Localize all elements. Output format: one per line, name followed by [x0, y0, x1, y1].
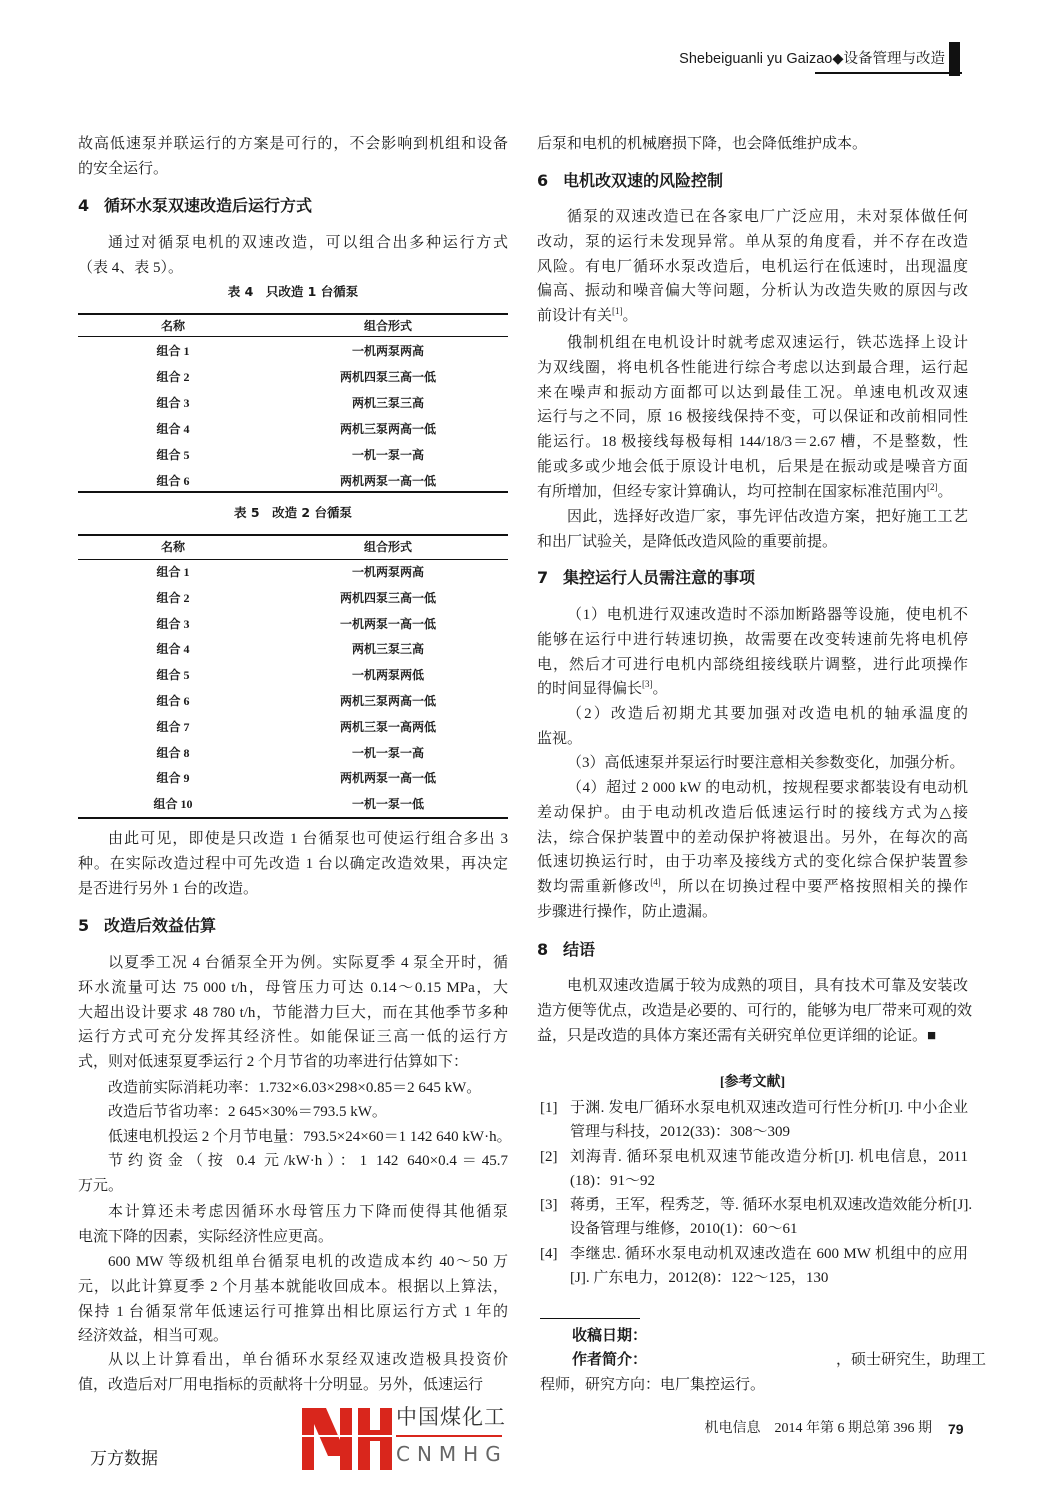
table-cell: 组合 6	[156, 473, 190, 488]
paragraph-line: 本计算还未考虑因循环水母管压力下降而使得其他循泵	[108, 1204, 508, 1220]
table-rule	[78, 313, 508, 315]
author-intro-text: ，硕士研究生，助理工	[836, 1352, 987, 1368]
line-text: 数均需重新修改	[537, 879, 651, 896]
paragraph-line: 以夏季工况 4 台循泵全开为例。实际夏季 4 泵全开时，循	[108, 955, 508, 971]
table-cell: 组合 1	[156, 565, 190, 579]
paragraph-line: （3）高低速泵并泵运行时要注意相关参数变化，加强分析。	[567, 755, 965, 771]
paragraph-line: （1）电机进行双速改造时不添加断路器等设施，使电机不	[567, 607, 968, 623]
page-number: 79	[948, 1421, 964, 1437]
section-heading	[78, 196, 508, 216]
section-number: 6	[537, 171, 549, 190]
table-cell: 组合 4	[156, 642, 190, 657]
paragraph-line	[537, 306, 638, 326]
paragraph-line: 能够在运行中进行转速切换，故需要在改变转速前先将电机停	[537, 631, 968, 648]
table-cell: 组合 9	[156, 771, 190, 786]
paragraph-line: 改造后节省功率：2 645×30%＝793.5 kW。	[108, 1104, 387, 1120]
paragraph-line: 俄制机组在电机设计时就考虑双速运行，铁芯选择上设计	[567, 335, 968, 351]
paragraph-line: 和出厂试验关，是降低改造风险的重要前提。	[537, 533, 838, 550]
paragraph-line: 值，改造后对厂用电指标的贡献将十分明显。另外，低速运行	[78, 1376, 484, 1393]
line-text: 。	[937, 483, 953, 500]
section-title: 结语	[563, 940, 596, 959]
reference-line: 刘海青. 循环泵电机双速节能改造分析[J]. 机电信息，2011	[570, 1148, 968, 1165]
paragraph-line: 大超出设计要求 48 780 t/h，节能潜力巨大，而在其他季节多种	[78, 1004, 508, 1021]
header-underline	[815, 72, 962, 74]
table-cell: 组合 8	[156, 745, 190, 760]
table-cell: 两机三泵一高两低	[339, 719, 436, 734]
paragraph-line: 改造前实际消耗功率：1.732×6.03×298×0.85＝2 645 kW。	[108, 1080, 482, 1096]
table-cell: 两机三泵两高一低	[339, 421, 436, 436]
reference-label: [3]	[540, 1197, 558, 1214]
table-caption: 表 5 改造 2 台循泵	[234, 505, 352, 520]
logo-divider	[396, 1435, 502, 1437]
paragraph-line: 运行方式可充分发挥其经济性。如能保证三高一低的运行方	[78, 1029, 508, 1046]
paragraph-line: （表 4、表 5）。	[78, 259, 184, 276]
table-header-cell: 组合形式	[363, 319, 412, 333]
table-cell: 两机三泵三高	[351, 642, 424, 657]
table-cell: 一机两泵一高一低	[339, 616, 436, 631]
table-cell: 一机一泵一低	[351, 797, 424, 812]
paragraph-line: 的安全运行。	[78, 160, 169, 177]
paragraph-line: 元，以此计算夏季 2 个月基本就能收回成本。根据以上算法，	[78, 1278, 508, 1295]
table-cell: 组合 10	[153, 797, 193, 812]
paragraph-line: 差动保护。由于电动机改造后低速运行时的接线方式为△接	[537, 804, 968, 821]
table-caption: 表 4 只改造 1 台循泵	[227, 284, 359, 299]
section-heading	[537, 568, 968, 588]
paragraph-line: （4）超过 2 000 kW 的电动机，按规程要求都装设有电动机	[567, 780, 968, 796]
author-intro-label: 作者简介：	[572, 1352, 648, 1368]
author-intro-line2: 程师，研究方向：电厂集控运行。	[540, 1377, 766, 1393]
table-rule	[78, 336, 508, 337]
table-cell: 一机两泵两低	[351, 668, 424, 683]
table-cell: 组合 3	[156, 616, 190, 631]
footer-journal-info: 机电信息 2014 年第 6 期总第 396 期	[704, 1421, 932, 1436]
reference-line: 李继忠. 循环水泵电动机双速改造在 600 MW 机组中的应用	[570, 1245, 968, 1262]
citation-ref: [2]	[927, 481, 938, 492]
line-text: ，所以在切换过程中要严格按照相关的操作	[660, 879, 968, 896]
paragraph-line: 低速切换运行时，由于功率及接线方式的变化综合保护装置参	[537, 854, 968, 871]
table-header-cell: 名称	[160, 540, 185, 554]
section-heading	[537, 171, 968, 191]
table-rule	[78, 559, 508, 560]
mh-logo-icon	[300, 1404, 392, 1472]
reference-line: [J]. 广东电力，2012(8)：122～125，130	[570, 1269, 829, 1286]
section-title: 循环水泵双速改造后运行方式	[104, 196, 313, 215]
paragraph-line: 通过对循泵电机的双速改造，可以组合出多种运行方式	[108, 235, 508, 251]
paragraph-line	[537, 877, 968, 897]
paragraph-line: 能或多或少地会低于原设计电机，后果是在振动或是噪音方面	[537, 459, 968, 475]
paragraph-line: 因此，选择好改造厂家，事先评估改造方案，把好施工工艺	[567, 509, 968, 525]
paragraph-line: 保持 1 台循泵常年低速运行可推算出相比原运行方式 1 年的	[78, 1303, 508, 1320]
paragraph-line: 600 MW 等级机组单台循泵电机的改造成本约 40～50 万	[108, 1254, 508, 1270]
paragraph-line: 电机双速改造属于较为成熟的项目，具有技术可靠及安装改	[567, 978, 968, 994]
paragraph-line: 偏高、振动和噪音偏大等问题，分析认为改造失败的原因与改	[537, 283, 968, 300]
reference-label: [1]	[540, 1100, 558, 1116]
line-text: 前设计有关	[537, 308, 613, 325]
table-cell: 一机一泵一高	[351, 447, 424, 462]
line-text: 。	[652, 681, 668, 698]
paragraph-line: 造方便等优点，改造是必要的、可行的，能够为电厂带来可观的效	[537, 1002, 973, 1019]
paragraph-line: 故高低速泵并联运行的方案是可行的，不会影响到机组和设备	[78, 136, 508, 152]
received-date-label: 收稿日期：	[572, 1328, 648, 1344]
header-black-bar	[949, 42, 960, 76]
table-cell: 两机三泵两高一低	[339, 694, 436, 708]
paragraph-line: 低速电机投运 2 个月节电量：793.5×24×60＝1 142 640 kW·h。	[108, 1129, 512, 1145]
section-number: 4	[78, 196, 90, 215]
table-cell: 组合 2	[156, 590, 190, 605]
line-text: 的时间显得偏长	[537, 681, 643, 698]
paragraph-line: 节约资金（按 0.4 元/kW·h）：1 142 640×0.4＝45.7	[108, 1153, 508, 1169]
section-number: 7	[537, 568, 549, 587]
reference-line: 蒋勇，王军，程秀芝，等. 循环水泵电机双速改造效能分析[J].	[570, 1197, 973, 1214]
reference-line: 管理与科技，2012(33)：308～309	[570, 1124, 790, 1140]
section-heading	[537, 940, 968, 960]
paragraph-line: 为双线圈，将电机各性能进行综合考虑以达到最合理，运行起	[537, 359, 968, 376]
table-rule	[78, 817, 508, 819]
paragraph-line	[537, 679, 668, 699]
table-header-cell: 组合形式	[363, 540, 412, 554]
references-title: [参考文献]	[719, 1075, 786, 1090]
table-cell: 两机两泵一高一低	[339, 771, 436, 786]
paragraph-line: 循泵的双速改造已在各家电厂广泛应用，未对泵体做任何	[567, 209, 968, 225]
table-cell: 两机四泵三高一低	[339, 369, 436, 384]
logo-cn-text: 中国煤化工	[396, 1405, 506, 1429]
reference-label: [2]	[540, 1148, 558, 1165]
paragraph-line: 能运行。18 极接线每极每相 144/18/3＝2.67 槽，不是整数，性	[537, 434, 968, 451]
paragraph-line: 经济效益，相当可观。	[78, 1328, 229, 1345]
table-cell: 两机两泵一高一低	[339, 473, 436, 488]
reference-line: 于渊. 发电厂循环水泵电机双速改造可行性分析[J]. 中小企业	[570, 1100, 968, 1116]
table-cell: 组合 4	[156, 421, 190, 436]
paragraph-line: （2）改造后初期尤其要加强对改造电机的轴承温度的	[567, 706, 968, 722]
wanfang-watermark: 万方数据	[90, 1449, 158, 1468]
logo-en-text: CNMHG	[396, 1442, 508, 1466]
table-cell: 一机两泵两高	[351, 344, 424, 358]
table-cell: 组合 5	[156, 668, 190, 683]
table-cell: 两机四泵三高一低	[339, 590, 436, 605]
table-header-cell: 名称	[160, 319, 185, 333]
footnote-divider	[540, 1318, 640, 1319]
table-cell: 一机一泵一高	[351, 745, 424, 760]
line-text: 有所增加，但经专家计算确认，均可控制在国家标准范围内	[537, 483, 928, 500]
line-text: 。	[622, 308, 638, 325]
table-cell: 组合 7	[156, 719, 190, 734]
table-cell: 组合 5	[156, 447, 190, 462]
paragraph-line: 式，则对低速泵夏季运行 2 个月节省的功率进行估算如下：	[78, 1054, 469, 1071]
section-title: 电机改双速的风险控制	[563, 171, 724, 190]
table-cell: 组合 6	[156, 694, 190, 708]
paragraph-line: 电，然后才可进行电机内部绕组接线联片调整，进行此项操作	[537, 656, 968, 673]
citation-ref: [4]	[650, 877, 661, 888]
paragraph-line: 由此可见，即使是只改造 1 台循泵也可使运行组合多出 3	[108, 831, 508, 847]
section-number: 8	[537, 940, 549, 959]
paragraph-line: 益，只是改造的具体方案还需有关研究单位更详细的论证。■	[537, 1027, 937, 1044]
paragraph-line: 种。在实际改造过程中可先改造 1 台以确定改造效果，再决定	[78, 855, 508, 872]
table-cell: 两机三泵三高	[351, 395, 424, 410]
section-heading	[78, 916, 508, 936]
table-cell: 组合 3	[156, 395, 190, 410]
citation-ref: [1]	[612, 306, 623, 317]
paragraph-line: 运行与之不同，原 16 极接线保持不变，可以保证和改前相同性	[537, 409, 968, 426]
paragraph-line: 是否进行另外 1 台的改造。	[78, 880, 259, 897]
section-number: 5	[78, 916, 90, 935]
paragraph-line	[537, 482, 953, 502]
section-title: 改造后效益估算	[104, 916, 217, 935]
paragraph-line: 监视。	[537, 730, 583, 747]
paragraph-line: 步骤进行操作，防止遗漏。	[537, 904, 718, 920]
table-rule	[78, 534, 508, 536]
paragraph-line: 后泵和电机的机械磨损下降，也会降低维护成本。	[537, 136, 868, 152]
table-cell: 组合 1	[156, 344, 190, 358]
cnmhg-logo	[300, 1404, 510, 1472]
paragraph-line: 来在噪声和振动方面都可以达到最佳工况。单速电机改双速	[537, 384, 968, 401]
table-rule	[78, 491, 508, 493]
running-header: Shebeiguanli yu Gaizao◆设备管理与改造	[679, 51, 945, 67]
paragraph-line: 风险。有电厂循环水泵改造后，电机运行在低速时，出现温度	[537, 258, 968, 275]
table-cell: 组合 2	[156, 369, 190, 384]
paragraph-line: 改动，泵的运行未发现异常。单从泵的角度看，并不存在改造	[537, 233, 968, 250]
paragraph-line: 万元。	[78, 1177, 124, 1194]
reference-label: [4]	[540, 1245, 558, 1262]
citation-ref: [3]	[642, 679, 653, 690]
table-cell: 一机两泵两高	[351, 565, 424, 579]
paragraph-line: 法，综合保护装置中的差动保护将被退出。另外，在每次的高	[537, 829, 968, 846]
section-title: 集控运行人员需注意的事项	[563, 568, 756, 587]
reference-line: (18)：91～92	[570, 1172, 655, 1189]
paragraph-line: 从以上计算看出，单台循环水泵经双速改造极具投资价	[108, 1352, 508, 1368]
reference-line: 设备管理与维修，2010(1)：60～61	[570, 1221, 798, 1238]
paragraph-line: 电流下降的因素，实际经济性应更高。	[78, 1228, 334, 1245]
paragraph-line: 环水流量可达 75 000 t/h，母管压力可达 0.14～0.15 MPa，大	[78, 979, 508, 996]
